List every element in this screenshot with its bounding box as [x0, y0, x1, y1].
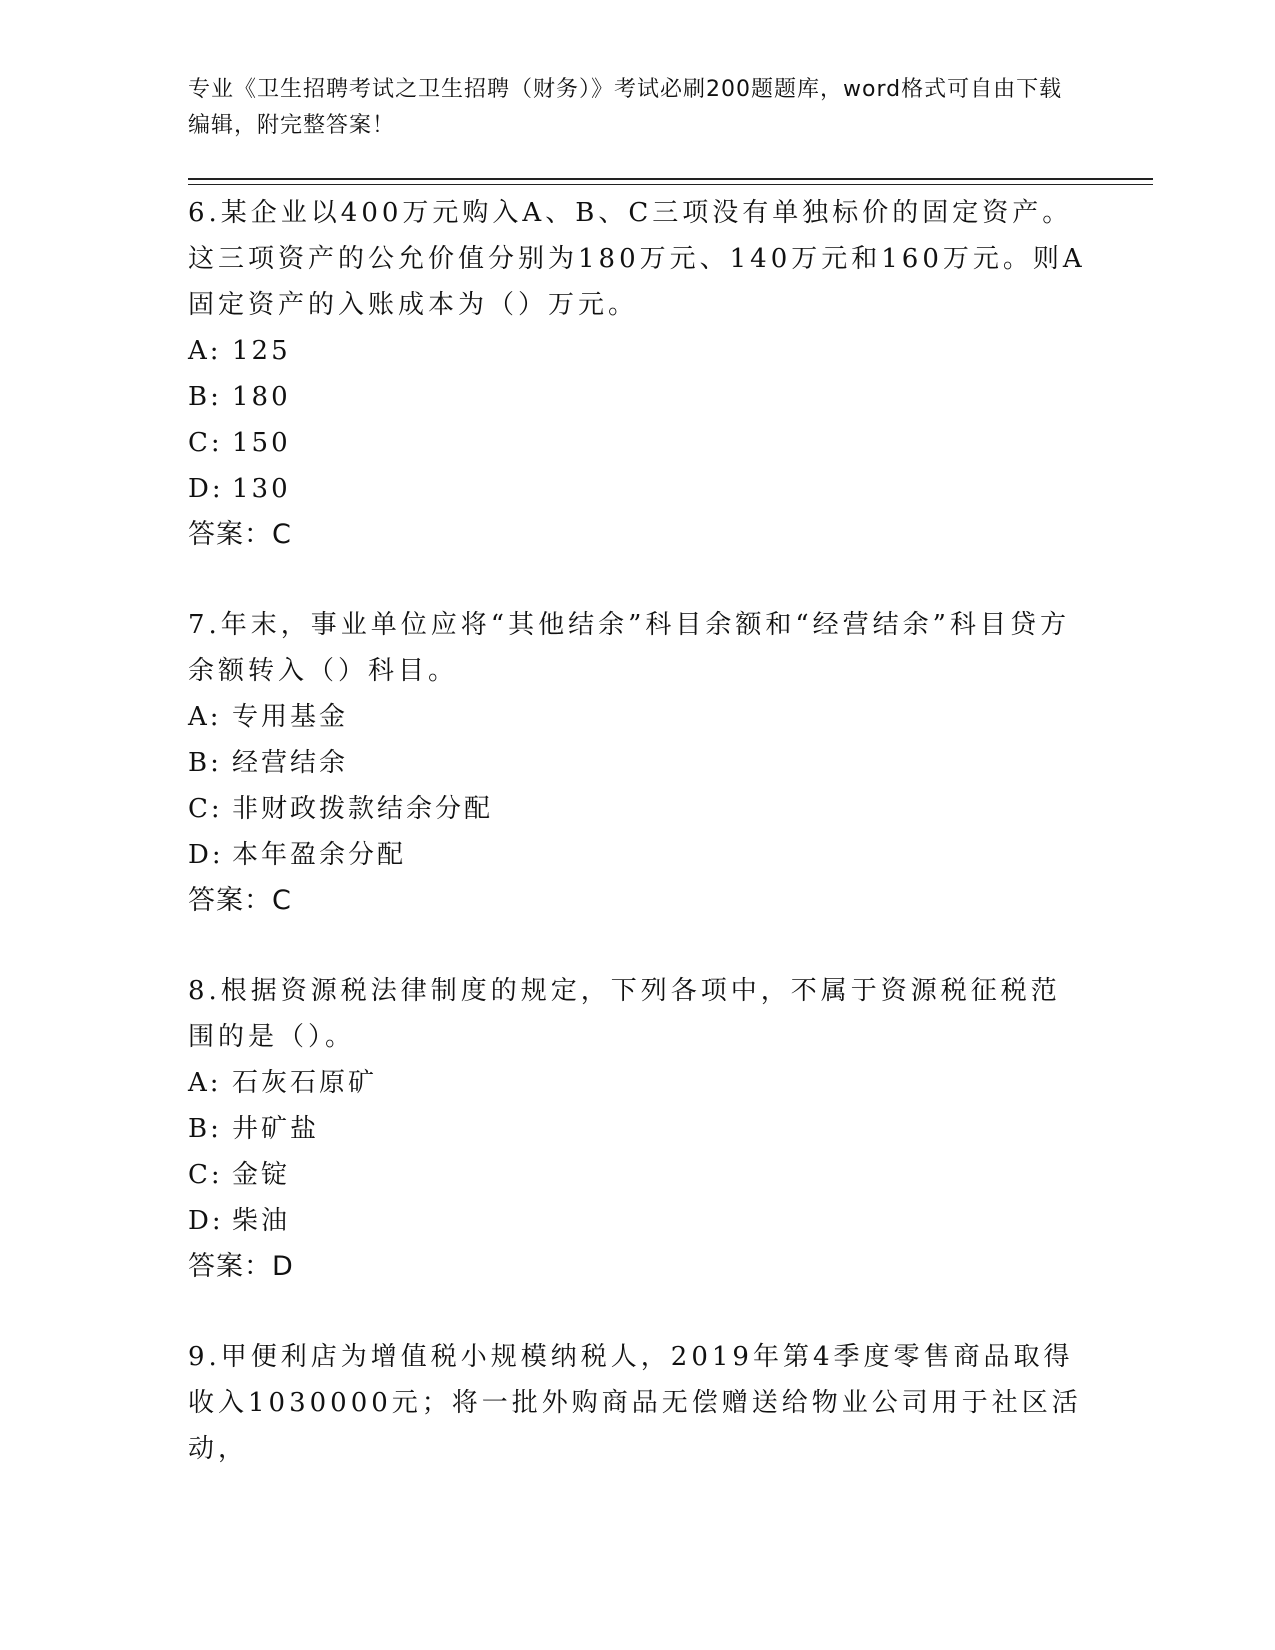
question-7	[188, 602, 1088, 924]
option-letter: A:	[188, 702, 222, 732]
option-a	[188, 1060, 1088, 1106]
question-text: 7.年末，事业单位应将“其他结余”科目余额和“经营结余”科目贷方余额转入（）科目。	[188, 610, 1070, 686]
option-letter: C:	[188, 1160, 223, 1190]
option-text: 专用基金	[232, 702, 349, 732]
option-text: 非财政拨款结余分配	[232, 794, 494, 824]
question-text: 9.甲便利店为增值税小规模纳税人，2019年第4季度零售商品取得收入1030000元；将一批外购商品无偿赠送给物业公司用于社区活动，	[188, 1342, 1082, 1464]
question-8	[188, 968, 1088, 1290]
answer-line: 答案：C	[188, 519, 292, 550]
option-text: 125	[232, 336, 291, 366]
option-letter: B:	[188, 382, 222, 412]
question-text: 6.某企业以400万元购入A、B、C三项没有单独标价的固定资产。这三项资产的公允价值分别为180万元、140万元和160万元。则A固定资产的入账成本为（）万元。	[188, 198, 1086, 320]
option-text: 井矿盐	[232, 1114, 320, 1144]
option-b	[188, 740, 1088, 786]
question-9	[188, 1334, 1088, 1472]
option-letter: B:	[188, 748, 222, 778]
header-divider	[188, 178, 1153, 180]
option-d	[188, 466, 1088, 512]
option-letter: B:	[188, 1114, 222, 1144]
option-a	[188, 694, 1088, 740]
option-text: 130	[232, 474, 291, 504]
header-divider-thin	[188, 184, 1153, 185]
option-c	[188, 420, 1088, 466]
option-text: 石灰石原矿	[232, 1068, 378, 1098]
document-header: 专业《卫生招聘考试之卫生招聘（财务）》考试必刷200题题库，word格式可自由下载编辑，附完整答案！	[188, 77, 1063, 138]
option-letter: D:	[188, 1206, 224, 1236]
option-letter: D:	[188, 474, 224, 504]
question-list	[188, 190, 1088, 1516]
option-b	[188, 374, 1088, 420]
option-text: 150	[232, 428, 291, 458]
option-text: 180	[232, 382, 291, 412]
option-text: 金锭	[232, 1160, 291, 1190]
option-a	[188, 328, 1088, 374]
option-text: 经营结余	[232, 748, 349, 778]
question-6	[188, 190, 1088, 558]
option-letter: C:	[188, 794, 223, 824]
option-d	[188, 1198, 1088, 1244]
option-c	[188, 1152, 1088, 1198]
option-letter: A:	[188, 1068, 222, 1098]
option-c	[188, 786, 1088, 832]
option-b	[188, 1106, 1088, 1152]
option-text: 柴油	[232, 1206, 291, 1236]
answer-line: 答案：D	[188, 1251, 294, 1282]
question-text: 8.根据资源税法律制度的规定，下列各项中，不属于资源税征税范围的是（）。	[188, 976, 1061, 1052]
option-d	[188, 832, 1088, 878]
option-text: 本年盈余分配	[232, 840, 407, 870]
option-letter: A:	[188, 336, 222, 366]
answer-line: 答案：C	[188, 885, 292, 916]
option-letter: C:	[188, 428, 223, 458]
option-letter: D:	[188, 840, 224, 870]
